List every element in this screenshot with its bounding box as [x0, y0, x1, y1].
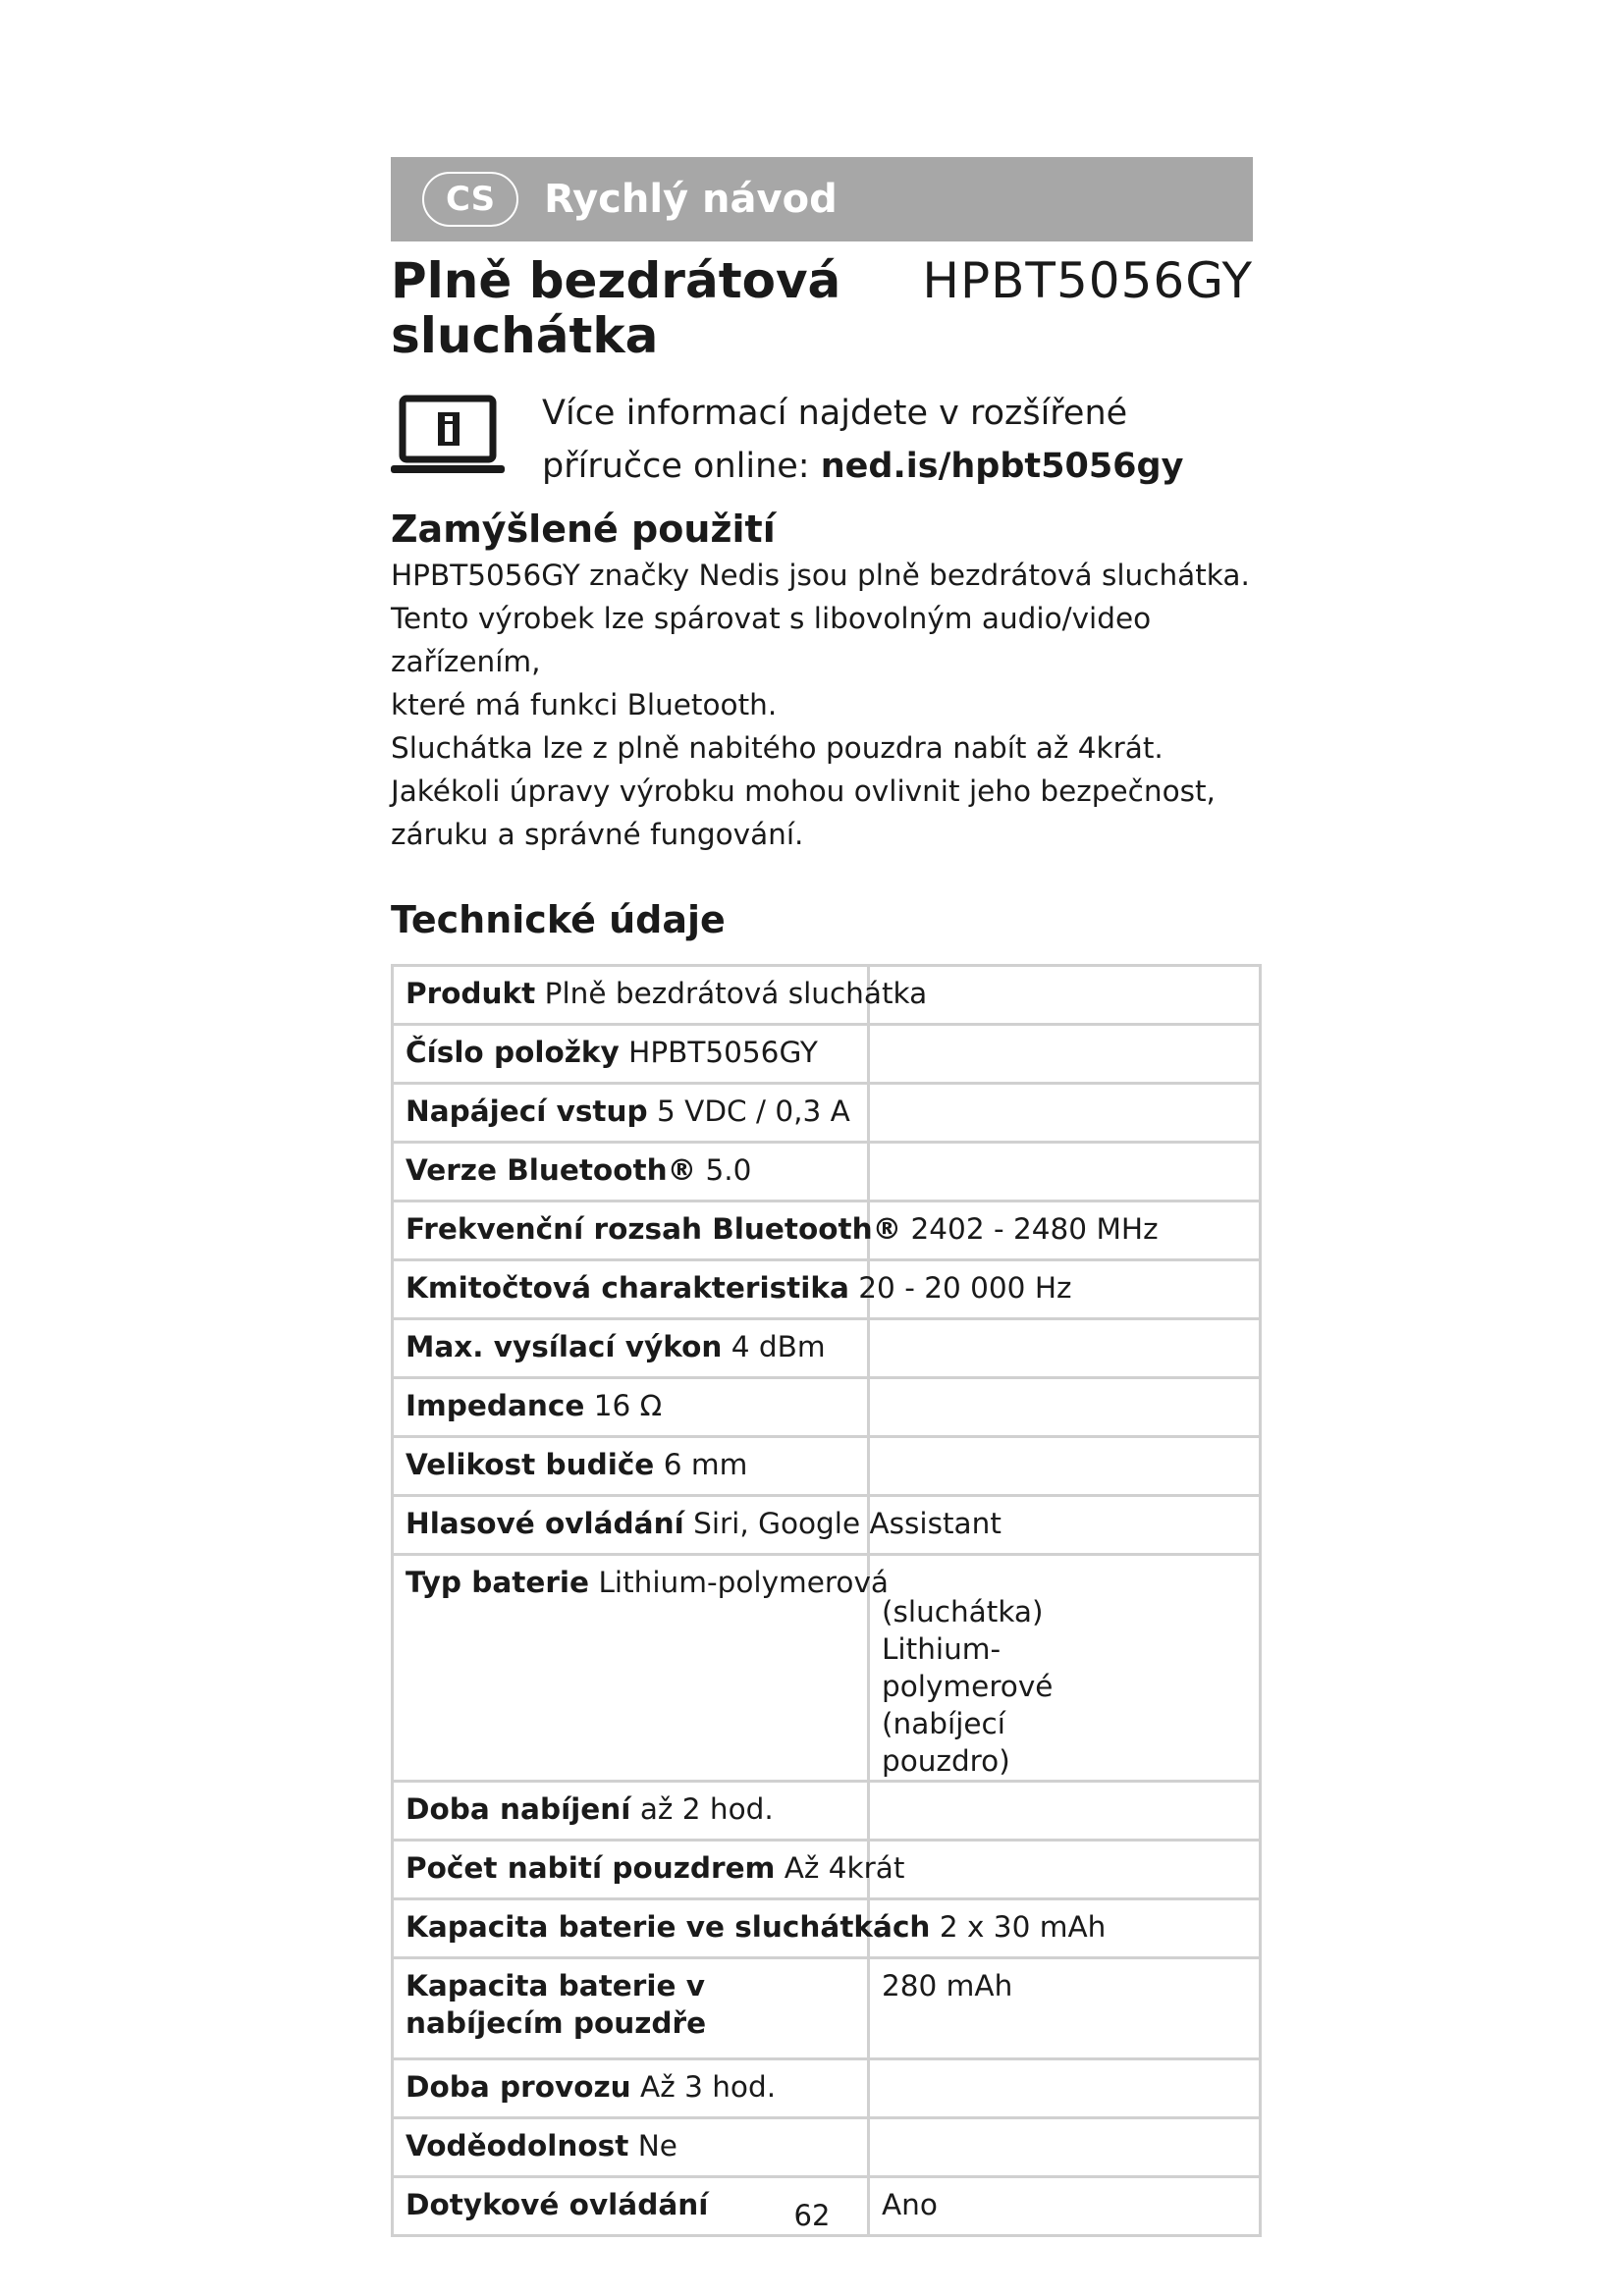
intended-use-line: Jakékoli úpravy výrobku mohou ovlivnit jeho bezpečnost, [391, 774, 1216, 808]
language-badge: CS [422, 172, 518, 227]
spec-label-cell [393, 1201, 1159, 1260]
spec-value-cell [869, 1555, 1261, 1782]
spec-value: 5 VDC / 0,3 A [657, 1095, 850, 1128]
spec-value-cell [869, 1084, 1261, 1143]
spec-value: HPBT5056GY [628, 1036, 818, 1069]
table-row [393, 1782, 1261, 1841]
spec-label: Kapacita baterie ve sluchátkách [406, 1910, 931, 1944]
table-row [393, 1319, 1261, 1378]
spec-value: 6 mm [663, 1448, 748, 1481]
spec-label-cell [393, 2059, 869, 2118]
spec-value: Ne [637, 2129, 677, 2163]
spec-label: Kapacita baterie v nabíjecím pouzdře [406, 1969, 707, 2040]
spec-label-cell [393, 1841, 905, 1899]
intended-use-line: HPBT5056GY značky Nedis jsou plně bezdrátová sluchátka. [391, 559, 1250, 592]
table-row [393, 1437, 1261, 1496]
spec-value: 5.0 [705, 1153, 752, 1187]
spec-value-cell [869, 1143, 1261, 1201]
spec-value-cell [869, 1025, 1261, 1084]
header-bar [391, 157, 1253, 241]
spec-value-cell [869, 2118, 1261, 2177]
table-row [393, 1378, 1261, 1437]
spec-value-secondary: (sluchátka) Lithium-polymerové (nabíjecí pouzdro) [882, 1595, 1054, 1778]
spec-value: Až 3 hod. [640, 2070, 777, 2104]
spec-label: Doba nabíjení [406, 1792, 631, 1826]
table-row [393, 1143, 1261, 1201]
more-info-row [391, 387, 1253, 493]
spec-label: Max. vysílací výkon [406, 1330, 723, 1363]
spec-label-cell [393, 1555, 889, 1782]
spec-value-cell [869, 966, 1261, 1025]
spec-label-cell [393, 1143, 869, 1201]
spec-value: Lithium-polymerová [598, 1566, 889, 1599]
spec-label-cell [393, 2118, 869, 2177]
table-row [393, 1496, 1261, 1555]
spec-label-cell [393, 1437, 869, 1496]
spec-value-cell [869, 1958, 1261, 2059]
spec-label: Číslo položky [406, 1036, 620, 1069]
spec-value: 4 dBm [731, 1330, 826, 1363]
spec-label: Voděodolnost [406, 2129, 629, 2163]
spec-label: Dotykové ovládání [406, 2188, 709, 2221]
page-number: 62 [793, 2199, 831, 2232]
intended-use-line: záruku a správné fungování. [391, 818, 804, 851]
table-row [393, 1958, 1261, 2059]
spec-value: Siri, Google Assistant [693, 1507, 1001, 1540]
specs-table [391, 964, 1262, 2237]
table-row [393, 2118, 1261, 2177]
product-title: Plně bezdrátová sluchátka [391, 252, 841, 364]
spec-value-cell [869, 1841, 1261, 1899]
spec-label: Velikost budiče [406, 1448, 655, 1481]
spec-label: Produkt [406, 977, 536, 1010]
spec-label: Frekvenční rozsah Bluetooth® [406, 1212, 902, 1246]
spec-value: 2402 - 2480 MHz [910, 1212, 1159, 1246]
spec-label: Impedance [406, 1389, 585, 1422]
spec-value: Plně bezdrátová sluchátka [544, 977, 928, 1010]
spec-value-cell [869, 1378, 1261, 1437]
title-row [391, 253, 1253, 363]
table-row [393, 1084, 1261, 1143]
spec-value-cell [869, 1782, 1261, 1841]
spec-label: Napájecí vstup [406, 1095, 648, 1128]
laptop-info-icon [391, 395, 505, 479]
more-info-label: Více informací najdete v rozšířené příručce online: [542, 394, 1128, 486]
spec-value-cell [869, 1437, 1261, 1496]
spec-label-cell [393, 1958, 869, 2059]
spec-value: až 2 hod. [639, 1792, 774, 1826]
spec-label: Hlasové ovládání [406, 1507, 684, 1540]
spec-label: Kmitočtová charakteristika [406, 1271, 849, 1305]
table-row [393, 966, 1261, 1025]
spec-label: Počet nabití pouzdrem [406, 1851, 776, 1885]
model-code: HPBT5056GY [922, 252, 1253, 309]
specs-heading: Technické údaje [391, 898, 726, 941]
table-row [393, 1260, 1261, 1319]
quick-guide-page [391, 157, 1253, 2237]
spec-label-cell [393, 1260, 1072, 1319]
spec-label-cell [393, 1899, 1107, 1958]
spec-label-cell [393, 1378, 869, 1437]
table-row [393, 1025, 1261, 1084]
table-row [393, 1555, 1261, 1782]
table-row [393, 1201, 1261, 1260]
spec-value-secondary: Ano [882, 2188, 938, 2221]
spec-value: 20 - 20 000 Hz [858, 1271, 1072, 1305]
spec-label-cell [393, 1782, 869, 1841]
spec-value-cell [869, 2059, 1261, 2118]
intended-use-line: Tento výrobek lze spárovat s libovolným audio/video zařízením, [391, 602, 1152, 678]
spec-label-cell [393, 966, 928, 1025]
spec-label-cell [393, 1496, 1001, 1555]
table-row [393, 2059, 1261, 2118]
intended-use-line: Sluchátka lze z plně nabitého pouzdra nabít až 4krát. [391, 731, 1164, 765]
spec-label-cell [393, 1025, 869, 1084]
spec-value-cell [869, 1319, 1261, 1378]
spec-value: 2 x 30 mAh [939, 1910, 1107, 1944]
intended-use-section [391, 507, 1253, 856]
spec-label-cell [393, 1319, 869, 1378]
intended-use-heading: Zamýšlené použití [391, 507, 776, 551]
spec-label: Verze Bluetooth® [406, 1153, 697, 1187]
spec-label: Doba provozu [406, 2070, 631, 2104]
spec-value: 16 Ω [593, 1389, 663, 1422]
specs-section [391, 897, 1253, 2237]
table-row [393, 1899, 1261, 1958]
more-info-text [542, 387, 1253, 493]
manual-url-link[interactable]: ned.is/hpbt5056gy [820, 447, 1184, 486]
intended-use-line: které má funkci Bluetooth. [391, 688, 778, 721]
spec-label: Typ baterie [406, 1566, 590, 1599]
table-row [393, 1841, 1261, 1899]
spec-value: Až 4krát [784, 1851, 905, 1885]
intended-use-text [391, 554, 1253, 856]
spec-value-secondary: 280 mAh [882, 1969, 1013, 2002]
header-title: Rychlý návod [544, 177, 838, 222]
spec-label-cell [393, 1084, 869, 1143]
